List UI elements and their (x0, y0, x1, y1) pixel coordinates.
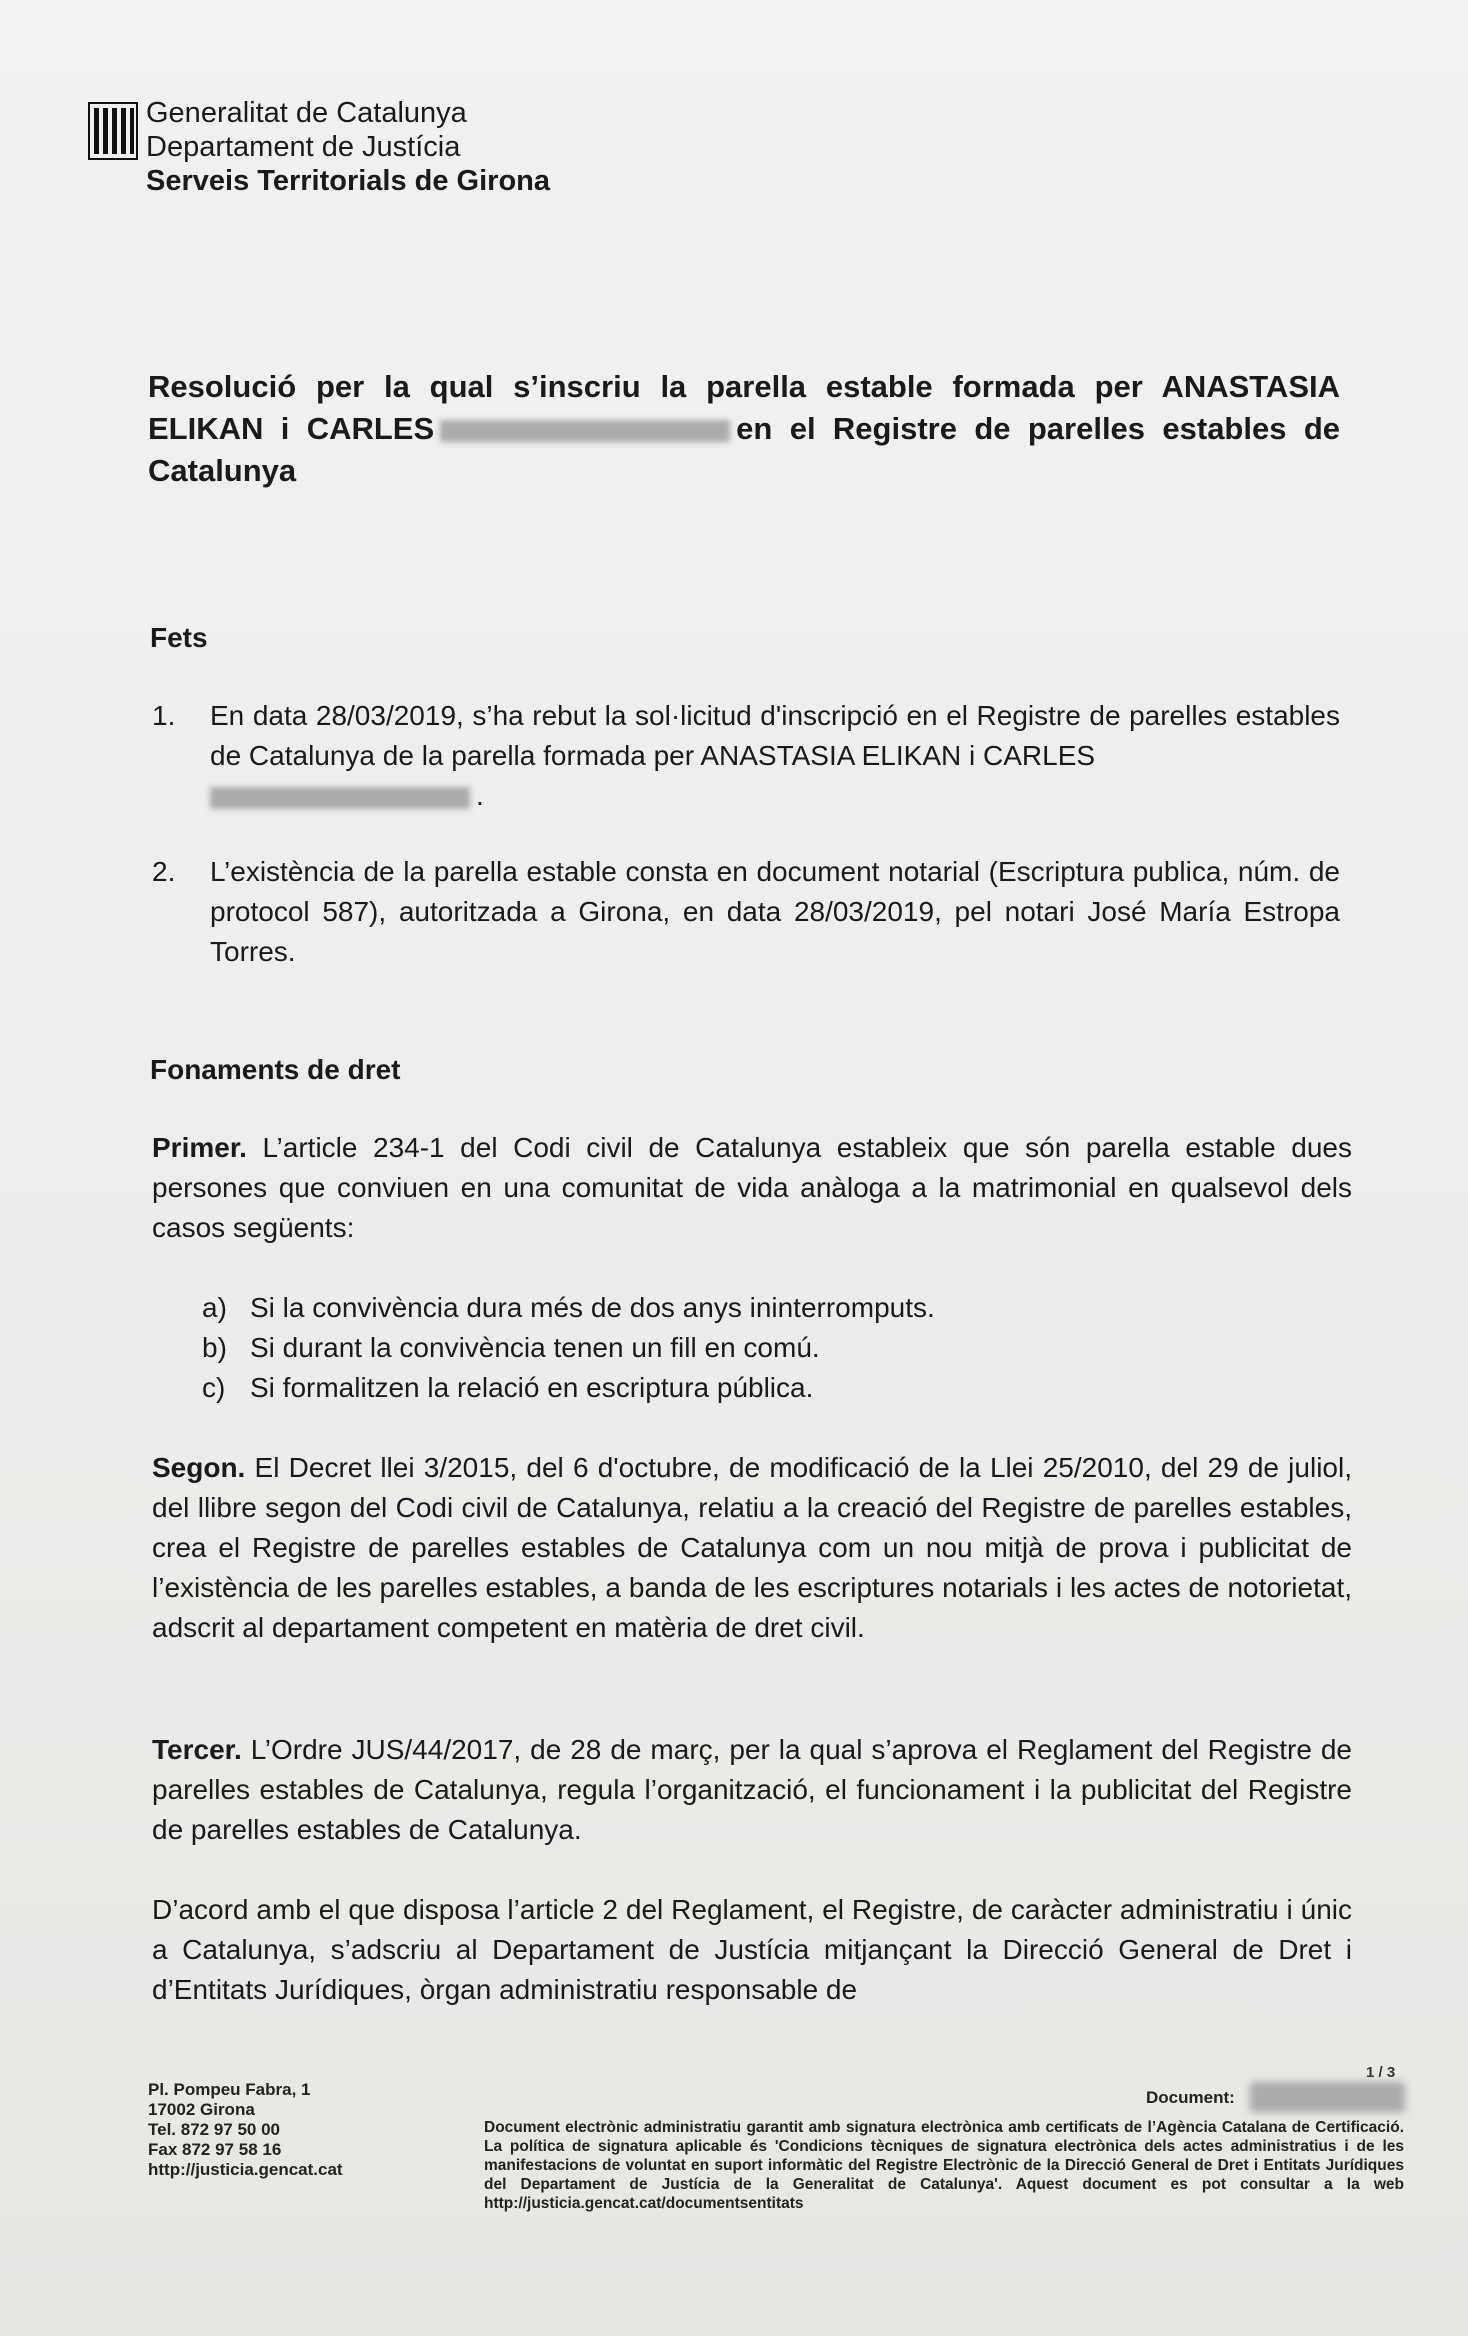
paragraph-text: El Decret llei 3/2015, del 6 d'octubre, de modificació de la Llei 25/2010, del 29 de juliol, del llibre segon del Codi civil de Catalunya, relatiu a la creació del Registre de parelles estables, crea el Registre de parelles estables de Catalunya com un nou mitjà de prova i publicitat de l’existència de les parelles estables, a banda de les escriptures notarials i les actes de notorietat, adscrit al departament competent en matèria de dret civil. (152, 1452, 1352, 1643)
item-number: 1. (152, 700, 176, 731)
header-org: Generalitat de Catalunya (146, 97, 467, 129)
address-line: 17002 Girona (148, 2100, 255, 2119)
list-item (202, 1328, 820, 1368)
document-label: Document: (1146, 2088, 1235, 2107)
list-text: Si la convivència dura més de dos anys ininterromputs. (250, 1292, 935, 1323)
redacted-document-id (1250, 2082, 1405, 2112)
list-item (202, 1288, 935, 1328)
header-service: Serveis Territorials de Girona (146, 165, 551, 197)
generalitat-logo-icon (88, 102, 138, 160)
list-letter: b) (202, 1332, 227, 1363)
section-heading-fonaments: Fonaments de dret (150, 1054, 401, 1085)
redacted-surname (440, 420, 730, 442)
title-part1: Resolució per la qual s’inscriu la parella estable formada per ANASTASIA ELIKAN i CARLES (148, 369, 1340, 446)
fets-item-2 (152, 852, 1342, 982)
fets-item-1 (152, 696, 1342, 826)
list-text: Si formalitzen la relació en escriptura pública. (250, 1372, 814, 1403)
title-part2: en el Registre de parelles estables de Catalunya (148, 411, 1340, 488)
paragraph-segon (152, 1448, 1352, 1648)
page-title (148, 366, 1340, 492)
footer-address (148, 2080, 343, 2180)
paragraph-tercer (152, 1730, 1352, 1850)
paragraph-lead: Tercer. (152, 1734, 242, 1765)
paragraph-text: L’Ordre JUS/44/2017, de 28 de març, per la qual s’aprova el Reglament del Registre de parelles estables de Catalunya, regula l’organització, el funcionament i la publicitat del Registre de parelles estables de Catalunya. (152, 1734, 1352, 1845)
list-letter: a) (202, 1292, 227, 1323)
item-number: 2. (152, 856, 176, 887)
paragraph-primer (152, 1128, 1352, 1248)
page-number: 1 / 3 (1366, 2064, 1396, 2081)
list-letter: c) (202, 1372, 226, 1403)
list-item (202, 1368, 813, 1408)
item-text: L’existència de la parella estable consta en document notarial (Escriptura publica, núm. de protocol 587), autoritzada a Girona, en data 28/03/2019, pel notari José María Estropa Torres. (210, 856, 1340, 967)
header-department: Departament de Justícia (146, 131, 461, 163)
paragraph-lead: Primer. (152, 1132, 247, 1163)
section-heading-fets: Fets (150, 622, 208, 653)
footer-legal-notice: Document electrònic administratiu garantit amb signatura electrònica amb certificats de l’Agència Catalana de Certificació. La política de signatura aplicable és 'Condicions tècniques de signatura electrònica dels actes administratius i de les manifestacions de voluntat en suport informàtic del Registre Electrònic de la Direcció General de Dret i Entitats Jurídiques del Departament de Justícia de la Generalitat de Catalunya'. Aquest document es pot consultar a la web http://justicia.gencat.cat/documentsentitats (484, 2119, 1404, 2212)
redacted-surname (210, 787, 470, 809)
paragraph-lead: Segon. (152, 1452, 246, 1483)
address-line: Pl. Pompeu Fabra, 1 (148, 2080, 311, 2099)
paragraph-text: L’article 234-1 del Codi civil de Catalunya estableix que són parella estable dues persones que conviuen en una comunitat de vida anàloga a la matrimonial en qualsevol dels casos següents: (152, 1132, 1352, 1243)
item-text: En data 28/03/2019, s’ha rebut la sol·licitud d'inscripció en el Registre de parelles estables de Catalunya de la parella formada per ANASTASIA ELIKAN i CARLES (210, 700, 1340, 771)
paragraph-dacord: D’acord amb el que disposa l’article 2 del Reglament, el Registre, de caràcter administratiu i únic a Catalunya, s’adscriu al Departament de Justícia mitjançant la Direcció General de Dret i d’Entitats Jurídiques, òrgan administratiu responsable de (152, 1894, 1352, 2005)
item-text-end: . (476, 780, 484, 811)
address-fax: Fax 872 97 58 16 (148, 2140, 282, 2159)
address-website-link[interactable]: http://justicia.gencat.cat (148, 2160, 343, 2179)
list-text: Si durant la convivència tenen un fill en comú. (250, 1332, 820, 1363)
address-phone: Tel. 872 97 50 00 (148, 2120, 281, 2139)
